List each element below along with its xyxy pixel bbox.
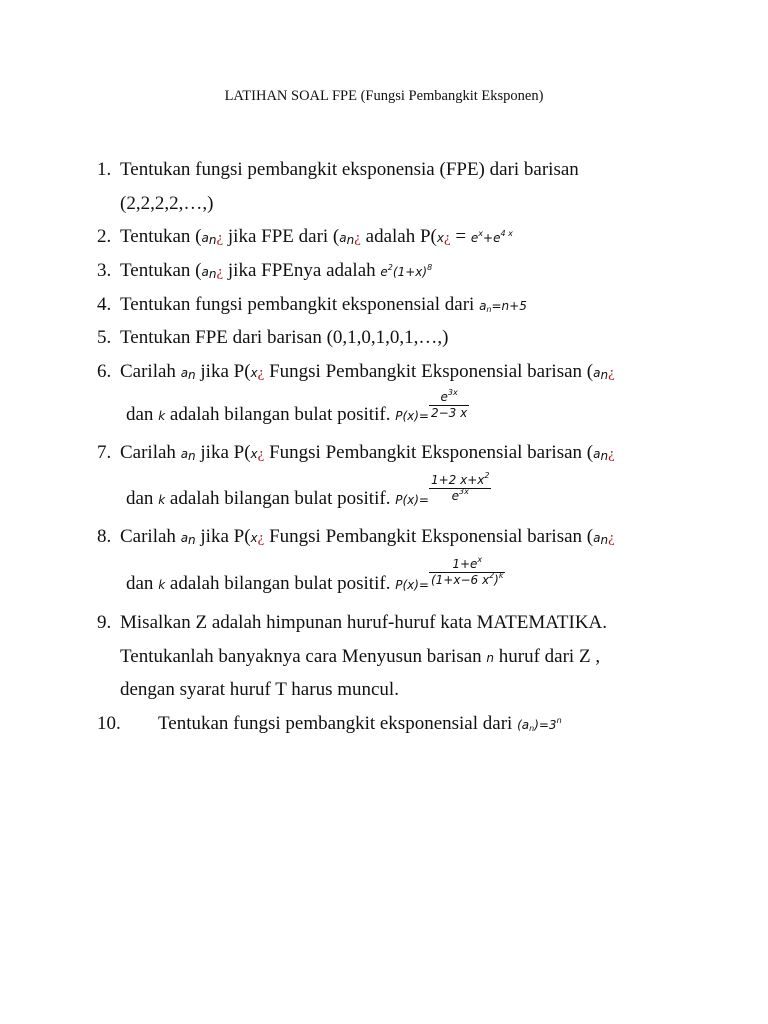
- question-number: 8.: [97, 526, 112, 547]
- question-number: 7.: [97, 442, 112, 463]
- fraction: $\frac{1+e^x}{(1+x-6 x^2)^k}$: [430, 555, 504, 587]
- math-glyph: ¿: [216, 230, 224, 246]
- question-text: Misalkan Z adalah himpunan huruf-huruf kata MATEMATIKA.: [120, 612, 608, 633]
- question-text: Tentukan ($a_n¿$ jika FPEnya adalah $e^2(1+x)^8$: [120, 260, 433, 281]
- question-number: 6.: [97, 361, 112, 382]
- question-text: Tentukan fungsi pembangkit eksponensial dari $(a_n)=3^n$: [158, 713, 562, 734]
- question-text: Tentukanlah banyaknya cara Menyusun barisan n huruf dari Z ,: [120, 646, 601, 667]
- question-text: Carilah $a_n$ jika P(x¿ Fungsi Pembangkit Eksponensial barisan ($a_n¿$: [120, 442, 615, 463]
- fraction: $\frac{e^{3x}}{2-3 x}$: [430, 388, 468, 420]
- question-text: Tentukan FPE dari barisan (0,1,0,1,0,1,…,): [120, 327, 449, 348]
- math-expression: $e^x+e^{4 x}$: [470, 229, 513, 245]
- question-text: Carilah $a_n$ jika P(x¿ Fungsi Pembangkit Eksponensial barisan ($a_n¿$: [120, 526, 615, 547]
- question-text: dan $_k$ adalah bilangan bulat positif. $_{P(x)=}$ $\frac{e^{3x}}{2-3 x}$: [126, 388, 468, 425]
- page-title: LATIHAN SOAL FPE (Fungsi Pembangkit Eksponen): [224, 88, 544, 104]
- question-number: 1.: [97, 159, 112, 180]
- question-text: Tentukan fungsi pembangkit eksponensia (FPE) dari barisan: [120, 159, 579, 180]
- question-text: Carilah $a_n$ jika P(x¿ Fungsi Pembangkit Eksponensial barisan ($a_n¿$: [120, 361, 615, 382]
- question-text: dan $_k$ adalah bilangan bulat positif. $_{P(x)=}$ $\frac{1+2 x+x^2}{e^{3x}}$: [126, 471, 490, 509]
- question-number: 4.: [97, 294, 112, 315]
- math-a: a: [201, 231, 209, 245]
- question-number: 9.: [97, 612, 112, 633]
- question-text: Tentukan ($a_n¿$ jika FPE dari ($a_n¿$ adalah P(x¿ = $e^x+e^{4 x}$: [120, 226, 513, 247]
- fraction: $\frac{1+2 x+x^2}{e^{3x}}$: [430, 471, 490, 503]
- question-text: Tentukan fungsi pembangkit eksponensial dari $a_n=n+5$: [120, 294, 527, 315]
- math-expression: $a_n=n+5$: [479, 299, 527, 314]
- question-text: dengan syarat huruf T harus muncul.: [120, 679, 399, 700]
- question-number: 10.: [97, 713, 121, 734]
- question-text: dan $_k$ adalah bilangan bulat positif. $_{P(x)=}$ $\frac{1+e^x}{(1+x-6 x^2)^k}$: [126, 555, 504, 594]
- math-expression: $(a_n)=3^n$: [517, 716, 562, 733]
- question-text: (2,2,2,2,…,): [120, 193, 214, 214]
- question-number: 2.: [97, 226, 112, 247]
- question-number: 3.: [97, 260, 112, 281]
- question-number: 5.: [97, 327, 112, 348]
- math-expression: $e^2(1+x)^8$: [380, 263, 433, 279]
